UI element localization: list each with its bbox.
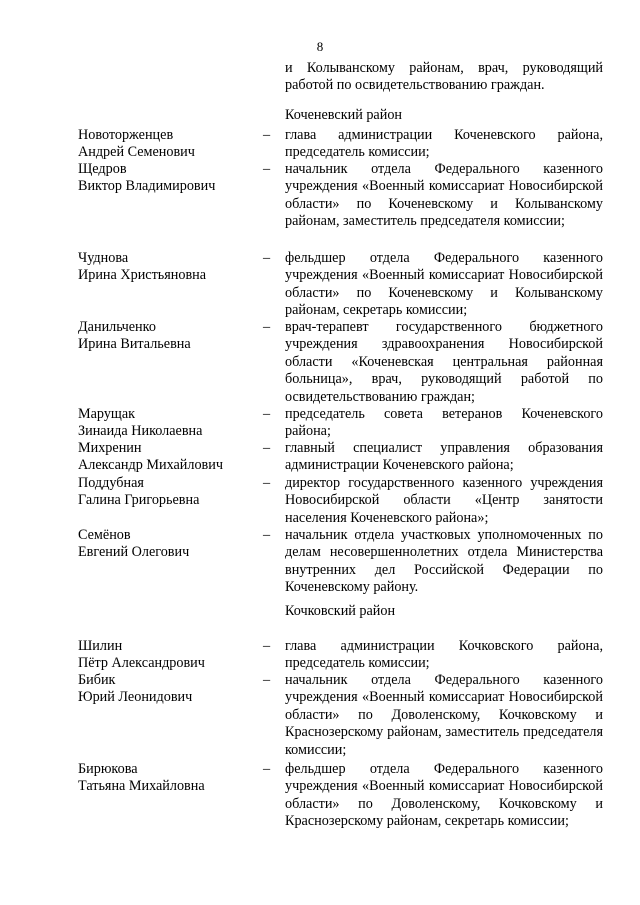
dash-separator: – bbox=[263, 319, 271, 335]
member-given-names: Виктор Владимирович bbox=[78, 178, 216, 195]
member-role: врач-терапевт государственного бюджетного учреждения здравоохранения Новосибирской области «Коченевская центральная районная больница», врач, руководящий работой по освидетельствованию граждан; bbox=[285, 319, 603, 405]
member-surname: Новоторженцев bbox=[78, 127, 174, 143]
section-title-kochkovsky: Кочковский район bbox=[285, 603, 396, 619]
member-given-names: Андрей Семенович bbox=[78, 144, 195, 161]
member-given-names: Александр Михайлович bbox=[78, 457, 223, 474]
member-name bbox=[78, 127, 258, 162]
member-given-names: Юрий Леонидович bbox=[78, 689, 193, 706]
dash-separator: – bbox=[263, 475, 271, 491]
dash-separator: – bbox=[263, 672, 271, 688]
member-given-names: Галина Григорьевна bbox=[78, 492, 200, 509]
member-surname: Щедров bbox=[78, 161, 127, 177]
dash-separator: – bbox=[263, 761, 271, 777]
member-surname: Чуднова bbox=[78, 250, 129, 266]
member-given-names: Ирина Христьяновна bbox=[78, 267, 207, 284]
dash-separator: – bbox=[263, 406, 271, 422]
member-surname: Данильченко bbox=[78, 319, 156, 335]
member-name bbox=[78, 475, 258, 510]
member-role: глава администрации Коченевского района, председатель комиссии; bbox=[285, 127, 603, 161]
dash-separator: – bbox=[263, 527, 271, 543]
member-given-names: Ирина Витальевна bbox=[78, 336, 191, 353]
member-name bbox=[78, 161, 258, 196]
member-name bbox=[78, 527, 258, 562]
member-name bbox=[78, 672, 258, 707]
section-title-kochenevsky: Коченевский район bbox=[285, 107, 403, 123]
member-role: фельдшер отдела Федерального казенного учреждения «Военный комиссариат Новосибирской области» по Коченевскому и Колыванскому районам, секретарь комиссии; bbox=[285, 250, 603, 319]
member-surname: Шилин bbox=[78, 638, 123, 654]
page-number: 8 bbox=[316, 39, 324, 54]
member-role: начальник отдела Федерального казенного учреждения «Военный комиссариат Новосибирской области» по Коченевскому и Колыванскому районам, заместитель председателя комиссии; bbox=[285, 161, 603, 230]
member-surname: Семёнов bbox=[78, 527, 131, 543]
member-name bbox=[78, 250, 258, 285]
member-role: главный специалист управления образования администрации Коченевского района; bbox=[285, 440, 603, 474]
member-given-names: Зинаида Николаевна bbox=[78, 423, 203, 440]
member-given-names: Евгений Олегович bbox=[78, 544, 190, 561]
member-role: глава администрации Кочковского района, председатель комиссии; bbox=[285, 638, 603, 672]
member-name bbox=[78, 638, 258, 673]
dash-separator: – bbox=[263, 440, 271, 456]
member-role: фельдшер отдела Федерального казенного учреждения «Военный комиссариат Новосибирской области» по Доволенскому, Кочковскому и Краснозерскому районам, секретарь комиссии; bbox=[285, 761, 603, 830]
member-name bbox=[78, 406, 258, 441]
member-surname: Михренин bbox=[78, 440, 142, 456]
member-role: начальник отдела участковых уполномоченных по делам несовершеннолетних отдела Министерства внутренних дел Российской Федерации по Коченевскому району. bbox=[285, 527, 603, 596]
member-surname: Бибик bbox=[78, 672, 116, 688]
member-role: директор государственного казенного учреждения Новосибирской области «Центр занятости населения Коченевского района»; bbox=[285, 475, 603, 526]
dash-separator: – bbox=[263, 127, 271, 143]
dash-separator: – bbox=[263, 638, 271, 654]
dash-separator: – bbox=[263, 161, 271, 177]
member-role: начальник отдела Федерального казенного учреждения «Военный комиссариат Новосибирской области» по Доволенскому, Кочковскому и Краснозерскому районам, заместитель председателя комиссии; bbox=[285, 672, 603, 758]
member-name bbox=[78, 319, 258, 354]
member-surname: Марущак bbox=[78, 406, 136, 422]
member-role: председатель совета ветеранов Коченевского района; bbox=[285, 406, 603, 440]
member-surname: Поддубная bbox=[78, 475, 144, 491]
member-given-names: Татьяна Михайловна bbox=[78, 778, 205, 795]
member-name bbox=[78, 440, 258, 475]
member-name bbox=[78, 761, 258, 796]
dash-separator: – bbox=[263, 250, 271, 266]
member-surname: Бирюкова bbox=[78, 761, 138, 777]
lead-text: и Колыванскому районам, врач, руководящий работой по освидетельствованию граждан. bbox=[285, 60, 603, 94]
member-given-names: Пётр Александрович bbox=[78, 655, 205, 672]
